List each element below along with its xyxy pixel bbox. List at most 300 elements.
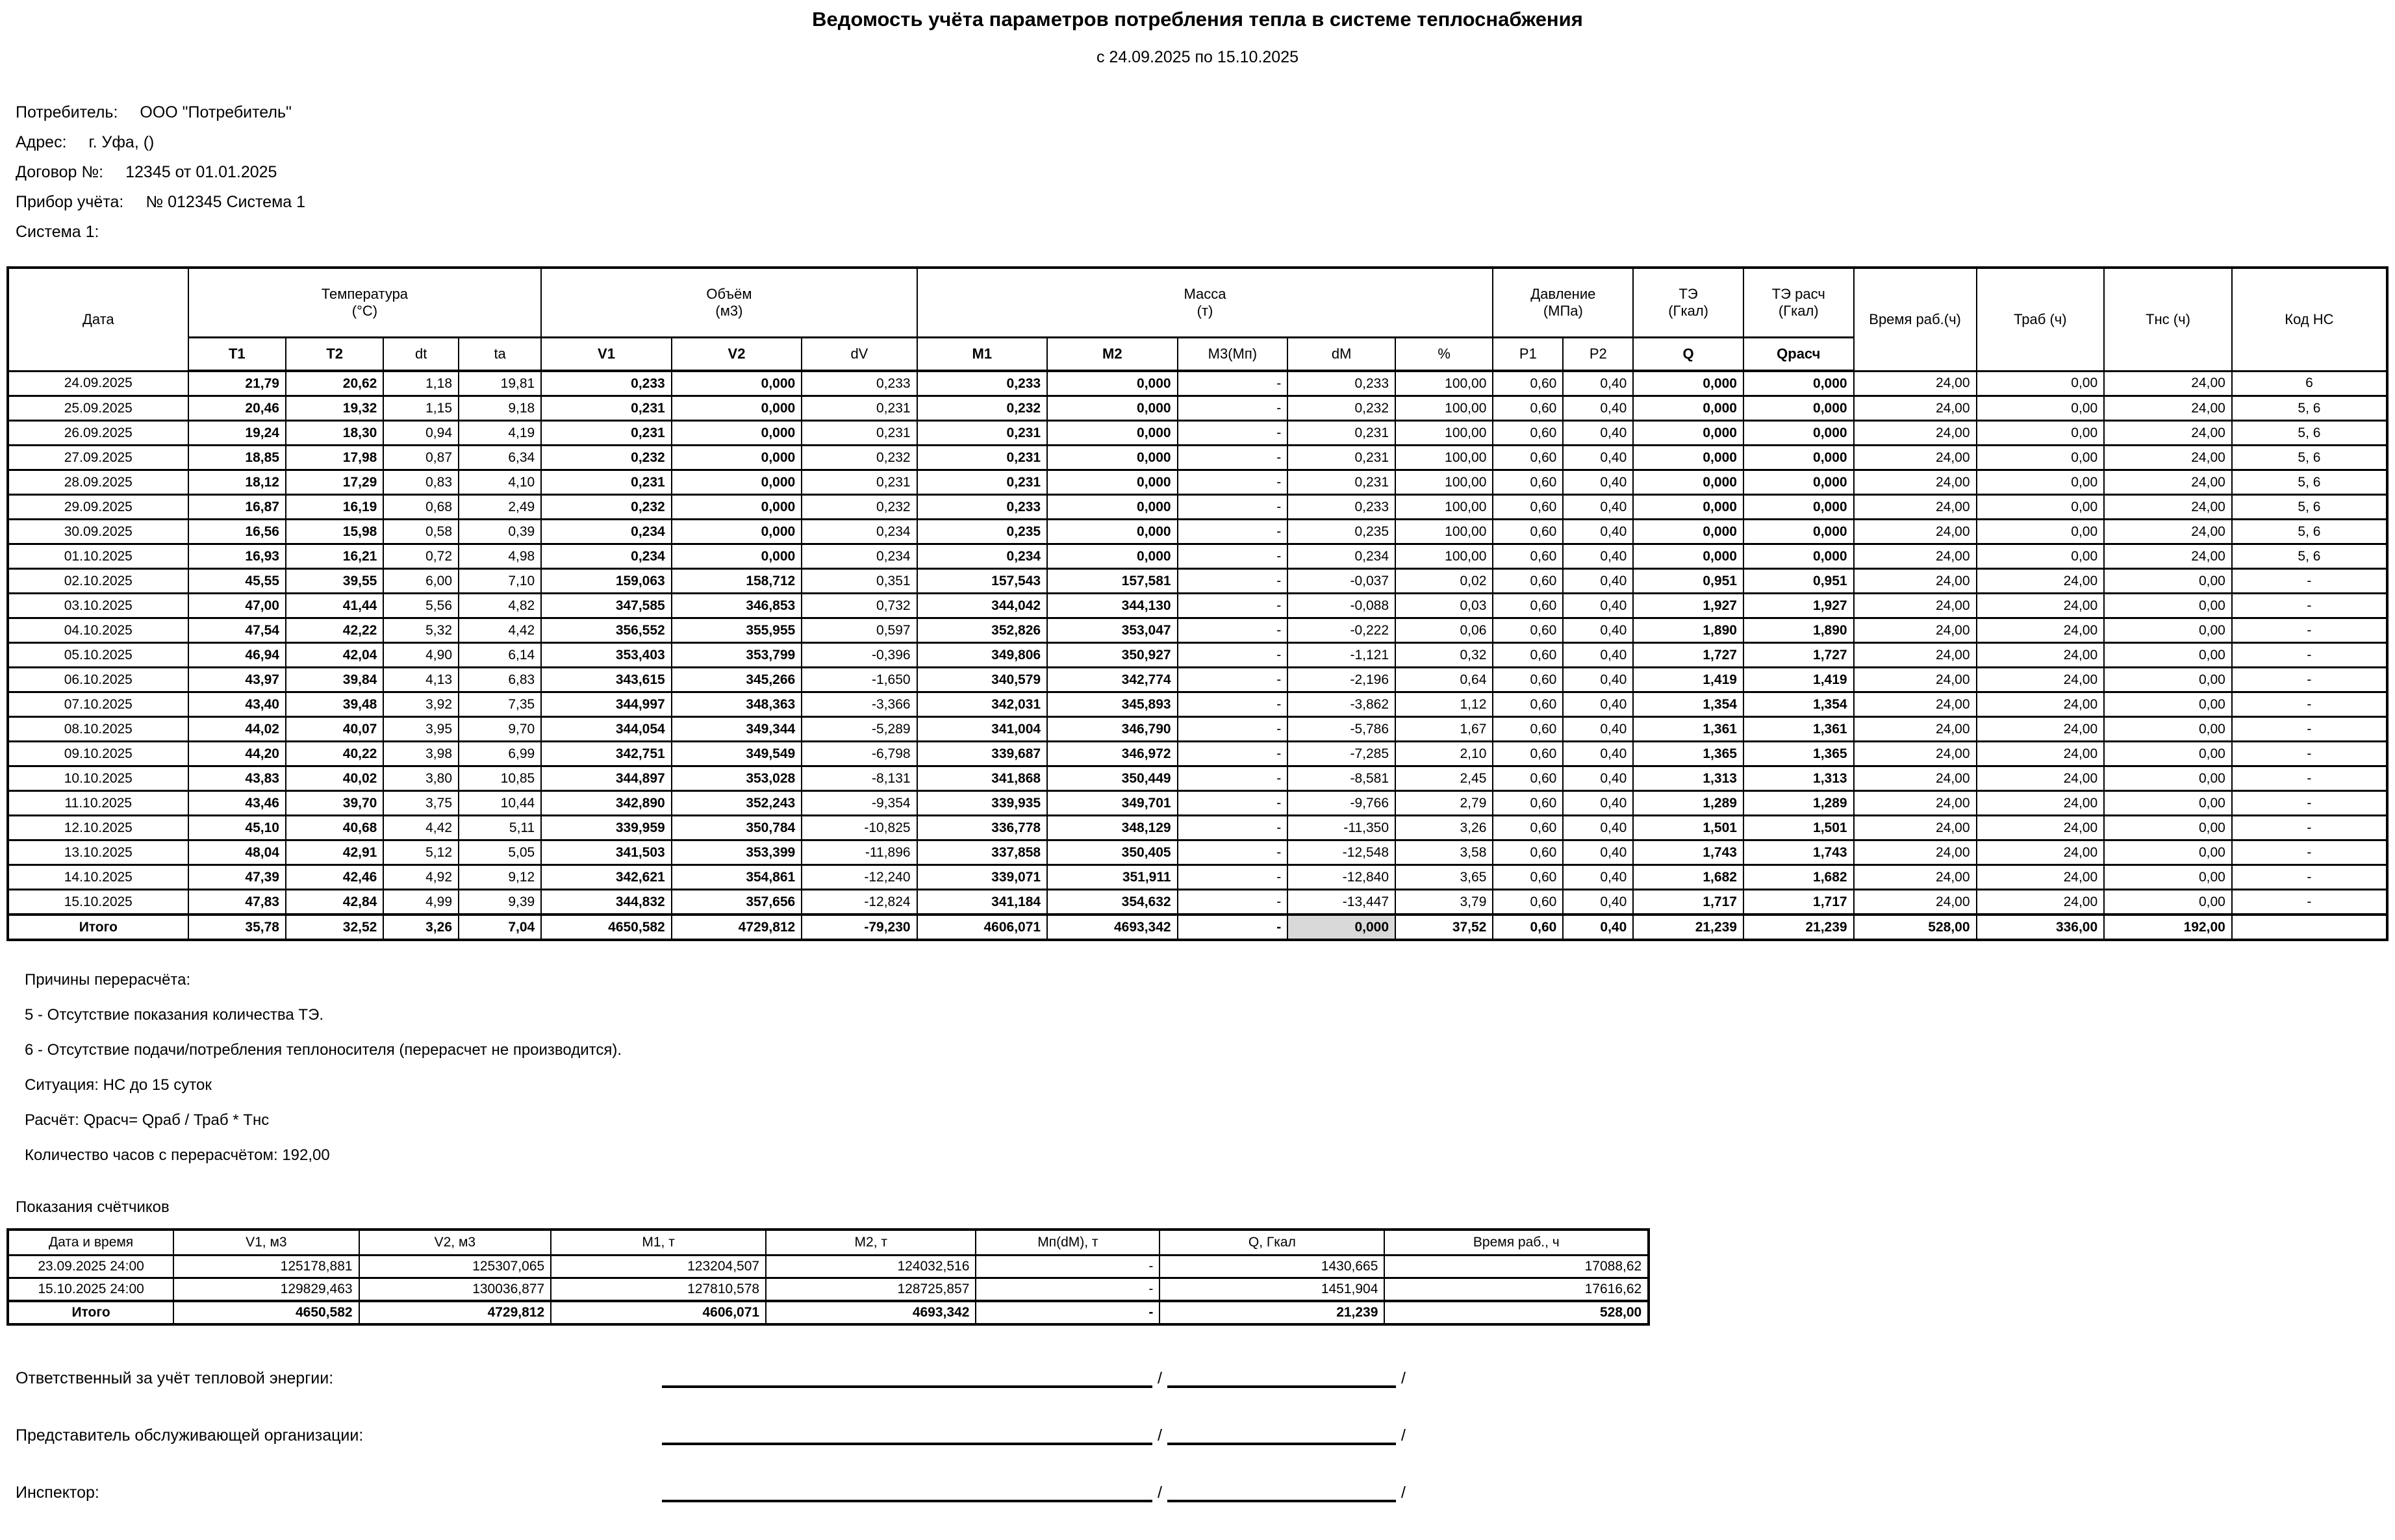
table-cell: 0,60 xyxy=(1493,742,1563,766)
table-cell: 24,00 xyxy=(1977,816,2105,840)
table-cell: - xyxy=(1178,421,1288,446)
table-cell: 0,60 xyxy=(1493,520,1563,544)
table-cell: 9,70 xyxy=(459,717,541,742)
col-header-datetime: Дата и время xyxy=(8,1230,173,1256)
table-cell: 24,00 xyxy=(1854,865,1977,890)
table-cell: -79,230 xyxy=(802,915,917,940)
table-cell: -5,289 xyxy=(802,717,917,742)
table-cell: 2,10 xyxy=(1395,742,1493,766)
table-cell: - xyxy=(1178,495,1288,520)
table-cell: 1,289 xyxy=(1743,791,1854,816)
table-cell: -1,121 xyxy=(1287,643,1395,668)
table-cell: 129829,463 xyxy=(173,1278,359,1302)
table-cell: 344,054 xyxy=(541,717,672,742)
table-cell: 0,231 xyxy=(541,421,672,446)
table-cell: 24,00 xyxy=(1854,520,1977,544)
table-cell: 100,00 xyxy=(1395,470,1493,495)
table-cell: 0,000 xyxy=(1743,520,1854,544)
table-row xyxy=(8,1301,1649,1324)
table-cell: 0,32 xyxy=(1395,643,1493,668)
col-header-m1-t: M1, т xyxy=(551,1230,766,1256)
table-cell: 3,26 xyxy=(1395,816,1493,840)
table-cell: 339,959 xyxy=(541,816,672,840)
table-cell: 0,000 xyxy=(1047,396,1178,421)
signature-row-inspector xyxy=(16,1478,2389,1502)
table-cell: 4,99 xyxy=(383,890,459,915)
table-cell: - xyxy=(2232,865,2387,890)
table-cell: 100,00 xyxy=(1395,421,1493,446)
table-cell: 32,52 xyxy=(286,915,383,940)
col-header-m2: M2 xyxy=(1047,338,1178,372)
table-cell: 0,68 xyxy=(383,495,459,520)
table-cell: 3,98 xyxy=(383,742,459,766)
signatures-block xyxy=(16,1363,2389,1502)
address-label: Адрес: xyxy=(16,133,67,151)
table-cell: 5, 6 xyxy=(2232,544,2387,569)
table-cell: 24,00 xyxy=(1854,495,1977,520)
table-cell: 24,00 xyxy=(1854,766,1977,791)
table-cell: 24,00 xyxy=(1854,742,1977,766)
table-row xyxy=(8,643,2387,668)
table-cell: 18,12 xyxy=(188,470,286,495)
table-cell: 0,40 xyxy=(1563,618,1633,643)
table-row xyxy=(8,618,2387,643)
table-cell: 0,231 xyxy=(802,470,917,495)
table-cell: 5, 6 xyxy=(2232,470,2387,495)
table-cell: 0,231 xyxy=(917,470,1048,495)
table-cell: 4,10 xyxy=(459,470,541,495)
table-cell: 29.09.2025 xyxy=(8,495,188,520)
table-row xyxy=(8,865,2387,890)
signature-slash: / xyxy=(1158,1483,1162,1502)
col-header-v1-m3: V1, м3 xyxy=(173,1230,359,1256)
table-cell: 349,549 xyxy=(672,742,802,766)
table-cell: 0,60 xyxy=(1493,915,1563,940)
table-cell: - xyxy=(1178,890,1288,915)
table-cell: - xyxy=(2232,816,2387,840)
table-cell: 7,04 xyxy=(459,915,541,940)
table-cell: 0,231 xyxy=(802,396,917,421)
table-cell: 47,00 xyxy=(188,594,286,618)
note-code-6: 6 - Отсутствие подачи/потребления теплоносителя (перерасчет не производится). xyxy=(25,1041,622,1059)
table-cell: 159,063 xyxy=(541,569,672,594)
table-cell: 24,00 xyxy=(1854,371,1977,396)
table-cell: 18,85 xyxy=(188,446,286,470)
table-cell: - xyxy=(2232,668,2387,692)
group-unit: (МПа) xyxy=(1543,303,1583,319)
table-cell: 0,231 xyxy=(802,421,917,446)
table-cell: 1,354 xyxy=(1633,692,1743,717)
signature-line-long xyxy=(662,1363,1152,1388)
table-cell: 9,12 xyxy=(459,865,541,890)
table-cell: 0,60 xyxy=(1493,594,1563,618)
table-cell: 125307,065 xyxy=(359,1256,551,1278)
table-cell: 0,351 xyxy=(802,569,917,594)
table-cell: 346,853 xyxy=(672,594,802,618)
table-cell: 0,40 xyxy=(1563,371,1633,396)
signature-line-short xyxy=(1167,1478,1396,1502)
table-cell: 9,39 xyxy=(459,890,541,915)
table-cell: 46,94 xyxy=(188,643,286,668)
table-cell: 24,00 xyxy=(2104,396,2232,421)
table-cell: 1,365 xyxy=(1743,742,1854,766)
table-cell: 0,00 xyxy=(2104,594,2232,618)
table-cell: 2,49 xyxy=(459,495,541,520)
table-cell: - xyxy=(1178,520,1288,544)
table-cell: 0,40 xyxy=(1563,520,1633,544)
table-cell: 1,289 xyxy=(1633,791,1743,816)
table-cell: - xyxy=(2232,766,2387,791)
table-cell: 0,000 xyxy=(1633,396,1743,421)
table-cell: 4650,582 xyxy=(541,915,672,940)
info-block xyxy=(16,103,2389,242)
table-cell: 42,84 xyxy=(286,890,383,915)
note-code-5: 5 - Отсутствие показания количества ТЭ. xyxy=(25,1006,323,1024)
table-cell xyxy=(2232,915,2387,940)
col-header-q: Q xyxy=(1633,338,1743,372)
table-cell: 0,234 xyxy=(917,544,1048,569)
table-cell: 0,232 xyxy=(802,495,917,520)
table-cell: 0,40 xyxy=(1563,890,1633,915)
table-cell: 47,39 xyxy=(188,865,286,890)
counters-table-total xyxy=(8,1301,1649,1324)
table-cell: 0,40 xyxy=(1563,668,1633,692)
table-cell: 5, 6 xyxy=(2232,421,2387,446)
table-cell: 24,00 xyxy=(1854,446,1977,470)
group-label: ТЭ xyxy=(1679,286,1698,302)
table-cell: 4,90 xyxy=(383,643,459,668)
table-cell: 15.10.2025 24:00 xyxy=(8,1278,173,1302)
table-cell: 47,83 xyxy=(188,890,286,915)
table-cell: 2,79 xyxy=(1395,791,1493,816)
table-cell: 0,60 xyxy=(1493,840,1563,865)
table-cell: 0,40 xyxy=(1563,569,1633,594)
table-cell: 5,56 xyxy=(383,594,459,618)
table-cell: 0,231 xyxy=(917,446,1048,470)
table-cell: Итого xyxy=(8,915,188,940)
signature-slash: / xyxy=(1158,1426,1162,1445)
table-cell: 0,234 xyxy=(802,520,917,544)
signature-label: Инспектор: xyxy=(16,1483,99,1502)
table-cell: 1,361 xyxy=(1633,717,1743,742)
table-cell: 40,68 xyxy=(286,816,383,840)
table-cell: 353,403 xyxy=(541,643,672,668)
table-cell: - xyxy=(2232,742,2387,766)
table-cell: 528,00 xyxy=(1384,1301,1649,1324)
table-cell: 0,000 xyxy=(672,371,802,396)
table-cell: 4,19 xyxy=(459,421,541,446)
table-cell: 24,00 xyxy=(1854,470,1977,495)
table-cell: - xyxy=(1178,569,1288,594)
table-cell: 24,00 xyxy=(1977,594,2105,618)
signature-label: Ответственный за учёт тепловой энергии: xyxy=(16,1369,334,1387)
table-cell: 0,00 xyxy=(1977,520,2105,544)
table-cell: 07.10.2025 xyxy=(8,692,188,717)
table-cell: 24,00 xyxy=(2104,371,2232,396)
table-cell: 15.10.2025 xyxy=(8,890,188,915)
col-header-p1: P1 xyxy=(1493,338,1563,372)
info-row-consumer xyxy=(16,103,2389,122)
table-cell: 0,03 xyxy=(1395,594,1493,618)
col-header-trab: Траб (ч) xyxy=(1977,268,2105,371)
table-cell: 348,363 xyxy=(672,692,802,717)
table-cell: 0,00 xyxy=(1977,544,2105,569)
table-cell: 21,239 xyxy=(1743,915,1854,940)
table-cell: 0,235 xyxy=(917,520,1048,544)
info-row-address xyxy=(16,133,2389,152)
table-cell: 28.09.2025 xyxy=(8,470,188,495)
table-cell: 24,00 xyxy=(1854,618,1977,643)
table-cell: - xyxy=(1178,692,1288,717)
table-cell: 100,00 xyxy=(1395,371,1493,396)
table-cell: - xyxy=(1178,371,1288,396)
table-cell: 0,000 xyxy=(1633,446,1743,470)
table-cell: 0,000 xyxy=(1047,470,1178,495)
col-header-v2-m3: V2, м3 xyxy=(359,1230,551,1256)
table-cell: 0,00 xyxy=(2104,569,2232,594)
table-cell: 0,000 xyxy=(1047,544,1178,569)
table-cell: 351,911 xyxy=(1047,865,1178,890)
table-cell: 16,19 xyxy=(286,495,383,520)
col-header-ns-code: Код НС xyxy=(2232,268,2387,371)
table-cell: 0,000 xyxy=(1743,470,1854,495)
table-cell: 0,233 xyxy=(1287,495,1395,520)
table-cell: 24.09.2025 xyxy=(8,371,188,396)
table-cell: 355,955 xyxy=(672,618,802,643)
table-cell: 5,11 xyxy=(459,816,541,840)
table-cell: - xyxy=(976,1301,1159,1324)
table-cell: -0,396 xyxy=(802,643,917,668)
table-cell: 1,927 xyxy=(1633,594,1743,618)
table-cell: 4606,071 xyxy=(551,1301,766,1324)
table-cell: 24,00 xyxy=(1977,890,2105,915)
table-row xyxy=(8,915,2387,940)
table-cell: 24,00 xyxy=(1854,816,1977,840)
table-cell: 339,687 xyxy=(917,742,1048,766)
table-cell: 24,00 xyxy=(1977,865,2105,890)
table-cell: 17,98 xyxy=(286,446,383,470)
table-cell: 0,39 xyxy=(459,520,541,544)
table-cell: 43,40 xyxy=(188,692,286,717)
table-cell: 1430,665 xyxy=(1159,1256,1384,1278)
table-row xyxy=(8,890,2387,915)
table-cell: 5, 6 xyxy=(2232,446,2387,470)
table-cell: 24,00 xyxy=(2104,470,2232,495)
table-cell: 1,501 xyxy=(1743,816,1854,840)
signature-line-short xyxy=(1167,1420,1396,1445)
col-header-v1: V1 xyxy=(541,338,672,372)
table-cell: - xyxy=(1178,643,1288,668)
table-cell: 347,585 xyxy=(541,594,672,618)
table-cell: 0,232 xyxy=(802,446,917,470)
table-cell: 30.09.2025 xyxy=(8,520,188,544)
table-cell: 0,00 xyxy=(2104,840,2232,865)
signature-line-long xyxy=(662,1478,1152,1502)
table-cell: 0,00 xyxy=(1977,470,2105,495)
table-cell: 24,00 xyxy=(1854,643,1977,668)
table-cell: 01.10.2025 xyxy=(8,544,188,569)
counters-table-body xyxy=(8,1256,1649,1302)
table-cell: 0,40 xyxy=(1563,692,1633,717)
table-cell: 24,00 xyxy=(1854,692,1977,717)
table-cell: Итого xyxy=(8,1301,173,1324)
table-cell: 0,00 xyxy=(2104,742,2232,766)
table-cell: 21,79 xyxy=(188,371,286,396)
table-cell: 24,00 xyxy=(1977,618,2105,643)
system-label: Система 1: xyxy=(16,223,99,241)
table-cell: 20,62 xyxy=(286,371,383,396)
col-header-tns: Тнс (ч) xyxy=(2104,268,2232,371)
table-cell: 45,55 xyxy=(188,569,286,594)
table-cell: 21,239 xyxy=(1633,915,1743,940)
table-cell: 4729,812 xyxy=(359,1301,551,1324)
table-cell: 0,00 xyxy=(2104,890,2232,915)
table-cell: 0,60 xyxy=(1493,569,1563,594)
table-cell: 1,15 xyxy=(383,396,459,421)
table-cell: 19,32 xyxy=(286,396,383,421)
table-cell: 10,85 xyxy=(459,766,541,791)
table-cell: 18,30 xyxy=(286,421,383,446)
table-cell: - xyxy=(2232,692,2387,717)
table-cell: 346,972 xyxy=(1047,742,1178,766)
table-row xyxy=(8,791,2387,816)
table-cell: 123204,507 xyxy=(551,1256,766,1278)
table-cell: 0,00 xyxy=(2104,618,2232,643)
table-cell: 17616,62 xyxy=(1384,1278,1649,1302)
table-cell: 20,46 xyxy=(188,396,286,421)
table-row xyxy=(8,1278,1649,1302)
table-cell: 0,000 xyxy=(1743,421,1854,446)
table-cell: 0,40 xyxy=(1563,915,1633,940)
table-cell: 3,26 xyxy=(383,915,459,940)
table-cell: 342,774 xyxy=(1047,668,1178,692)
table-row xyxy=(8,816,2387,840)
table-cell: 0,00 xyxy=(2104,692,2232,717)
table-cell: 37,52 xyxy=(1395,915,1493,940)
table-cell: 353,399 xyxy=(672,840,802,865)
table-cell: - xyxy=(1178,668,1288,692)
table-cell: 0,00 xyxy=(2104,668,2232,692)
table-cell: 0,231 xyxy=(917,421,1048,446)
table-cell: 16,21 xyxy=(286,544,383,569)
table-cell: 4606,071 xyxy=(917,915,1048,940)
table-cell: 24,00 xyxy=(1854,791,1977,816)
table-cell: -10,825 xyxy=(802,816,917,840)
table-cell: 339,071 xyxy=(917,865,1048,890)
table-cell: 40,02 xyxy=(286,766,383,791)
table-cell: 16,93 xyxy=(188,544,286,569)
table-cell: 24,00 xyxy=(1854,594,1977,618)
table-cell: -0,037 xyxy=(1287,569,1395,594)
table-cell: 0,83 xyxy=(383,470,459,495)
table-cell: 24,00 xyxy=(1854,717,1977,742)
table-cell: 5,12 xyxy=(383,840,459,865)
table-cell: 353,047 xyxy=(1047,618,1178,643)
table-cell: -12,840 xyxy=(1287,865,1395,890)
table-cell: 0,40 xyxy=(1563,791,1633,816)
table-cell: 0,40 xyxy=(1563,643,1633,668)
table-cell: 0,000 xyxy=(1633,495,1743,520)
table-cell: 0,64 xyxy=(1395,668,1493,692)
table-cell: 341,868 xyxy=(917,766,1048,791)
col-header-t2: T2 xyxy=(286,338,383,372)
table-cell: 349,701 xyxy=(1047,791,1178,816)
table-cell: 6,00 xyxy=(383,569,459,594)
table-cell: 0,233 xyxy=(917,495,1048,520)
table-cell: 0,00 xyxy=(2104,717,2232,742)
table-cell: 1,682 xyxy=(1743,865,1854,890)
table-cell: 344,042 xyxy=(917,594,1048,618)
table-cell: 0,40 xyxy=(1563,421,1633,446)
table-cell: 24,00 xyxy=(1977,668,2105,692)
table-cell: 24,00 xyxy=(1854,544,1977,569)
signature-label: Представитель обслуживающей организации: xyxy=(16,1426,364,1445)
col-header-m2-t: M2, т xyxy=(766,1230,976,1256)
table-cell: 24,00 xyxy=(2104,520,2232,544)
meter-label: Прибор учёта: xyxy=(16,193,124,211)
table-cell: 336,778 xyxy=(917,816,1048,840)
table-row xyxy=(8,766,2387,791)
table-cell: 0,60 xyxy=(1493,643,1563,668)
group-header-mass xyxy=(917,268,1493,338)
table-cell: 344,832 xyxy=(541,890,672,915)
table-cell: - xyxy=(1178,396,1288,421)
notes-block xyxy=(25,971,2389,1165)
table-cell: 352,826 xyxy=(917,618,1048,643)
table-cell: 345,893 xyxy=(1047,692,1178,717)
table-cell: 0,40 xyxy=(1563,396,1633,421)
table-cell: 14.10.2025 xyxy=(8,865,188,890)
table-cell: - xyxy=(2232,643,2387,668)
table-cell: 0,40 xyxy=(1563,717,1633,742)
table-cell: 1,927 xyxy=(1743,594,1854,618)
group-label: Давление xyxy=(1530,286,1596,302)
note-situation: Ситуация: НС до 15 суток xyxy=(25,1076,212,1094)
table-cell: -11,896 xyxy=(802,840,917,865)
table-cell: 0,72 xyxy=(383,544,459,569)
table-cell: -8,131 xyxy=(802,766,917,791)
table-cell: 25.09.2025 xyxy=(8,396,188,421)
table-cell: 24,00 xyxy=(1854,668,1977,692)
table-cell: 0,60 xyxy=(1493,421,1563,446)
table-cell: - xyxy=(1178,742,1288,766)
table-cell: 5,05 xyxy=(459,840,541,865)
col-header-date: Дата xyxy=(8,268,188,371)
table-cell: 0,00 xyxy=(1977,495,2105,520)
table-cell: 0,40 xyxy=(1563,594,1633,618)
table-cell: 0,40 xyxy=(1563,816,1633,840)
table-cell: 6 xyxy=(2232,371,2387,396)
table-cell: 192,00 xyxy=(2104,915,2232,940)
table-cell: 7,35 xyxy=(459,692,541,717)
table-cell: 0,233 xyxy=(1287,371,1395,396)
table-cell: 0,231 xyxy=(541,396,672,421)
group-header-pressure xyxy=(1493,268,1633,338)
table-cell: 24,00 xyxy=(1977,791,2105,816)
table-cell: 0,951 xyxy=(1743,569,1854,594)
table-cell: 0,732 xyxy=(802,594,917,618)
table-cell: 0,000 xyxy=(1743,396,1854,421)
table-cell: 03.10.2025 xyxy=(8,594,188,618)
table-cell: 0,000 xyxy=(1047,371,1178,396)
table-cell: 0,40 xyxy=(1563,865,1633,890)
table-cell: -1,650 xyxy=(802,668,917,692)
table-cell: 0,000 xyxy=(1633,470,1743,495)
table-cell: 1,743 xyxy=(1633,840,1743,865)
table-cell: 125178,881 xyxy=(173,1256,359,1278)
table-cell: 3,79 xyxy=(1395,890,1493,915)
table-cell: 0,000 xyxy=(672,396,802,421)
